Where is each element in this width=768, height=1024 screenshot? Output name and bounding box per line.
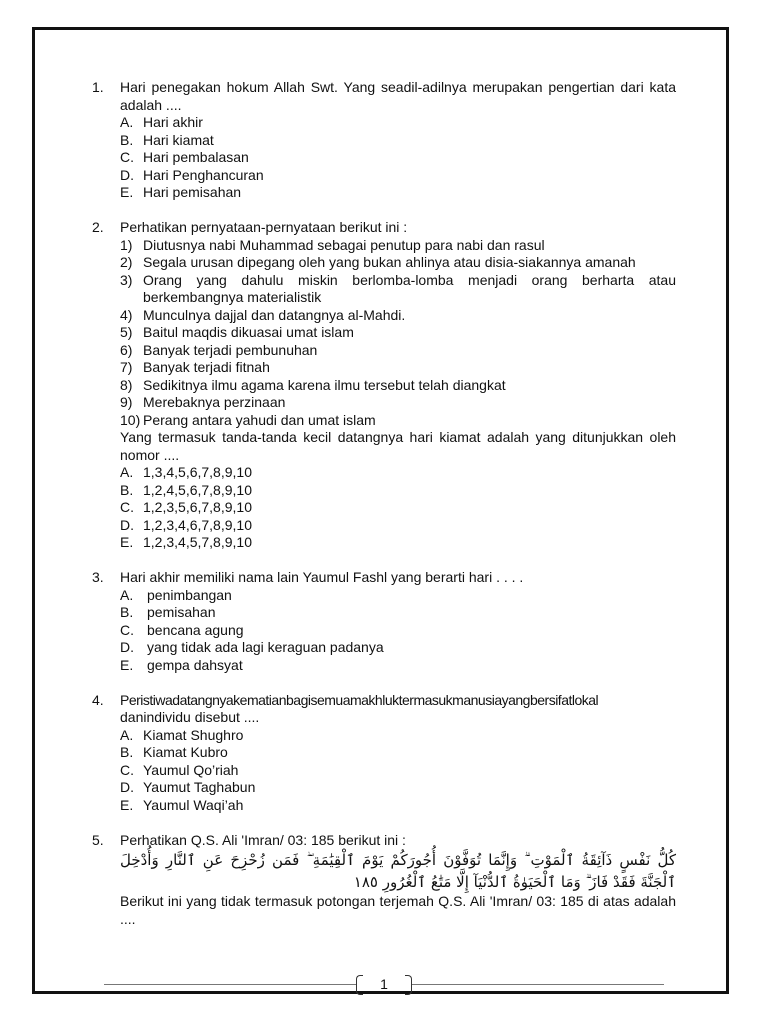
option-a[interactable] xyxy=(120,727,676,745)
question-text: Perhatikan pernyataan-pernyataan berikut ini : xyxy=(120,219,408,235)
option-c[interactable] xyxy=(120,622,676,640)
statement-text: Baitul maqdis dikuasai umat islam xyxy=(143,324,354,340)
option-label: A. xyxy=(120,586,134,603)
option-c[interactable] xyxy=(120,149,676,167)
option-text: Yaumut Taghabun xyxy=(143,779,256,795)
option-label: E. xyxy=(120,534,134,550)
statement-text: Banyak terjadi pembunuhan xyxy=(143,341,318,358)
option-label: C. xyxy=(120,149,134,165)
arabic-verse: كُلُّ نَفْسٍ ذَآئِقَةُ ٱلْمَوْتِ ۗ وَإِنَّمَا تُوَفَّوْنَ أُجُورَكُمْ يَوْمَ ٱلْقِيَٰمَةِ ۖ فَمَن زُحْزِحَ عَنِ ٱلنَّارِ وَأُدْخِلَ ٱلْجَنَّةَ فَقَدْ فَازَ ۗ وَمَا ٱلْحَيَوٰةُ ٱلدُّنْيَآ إِلَّا مَتَٰعُ ٱلْغُرُورِ ١٨٥ xyxy=(120,851,676,891)
option-text: pemisahan xyxy=(147,604,216,620)
statement-text: Perang antara yahudi dan umat islam xyxy=(143,411,376,428)
option-d[interactable] xyxy=(120,639,676,657)
question-text: Hari penegakan hokum Allah Swt. Yang seadil-adilnya merupakan pengertian dari kata adalah .... xyxy=(120,79,676,113)
option-text: Yaumul Qo’riah xyxy=(143,761,239,778)
statement-4 xyxy=(120,307,676,325)
statement-6 xyxy=(120,342,676,360)
question-number: 3. xyxy=(92,569,104,585)
option-a[interactable] xyxy=(120,114,676,132)
option-e[interactable] xyxy=(120,657,676,675)
option-a[interactable] xyxy=(120,587,676,605)
option-label: D. xyxy=(120,639,134,655)
option-label: A. xyxy=(120,726,134,743)
question-followup: Yang termasuk tanda-tanda kecil datangnya hari kiamat adalah yang ditunjukkan oleh nomor .... xyxy=(120,429,676,463)
statement-text: Segala urusan dipegang oleh yang bukan ahlinya atau disia-siakannya amanah xyxy=(143,254,636,270)
statement-text: Sedikitnya ilmu agama karena ilmu tersebut telah diangkat xyxy=(143,376,506,393)
option-label: E. xyxy=(120,656,134,673)
question-number: 4. xyxy=(92,691,104,708)
statement-label: 4) xyxy=(120,306,133,323)
option-a[interactable] xyxy=(120,464,676,482)
question-4 xyxy=(92,692,676,815)
question-number: 2. xyxy=(92,219,104,235)
statement-9 xyxy=(120,394,676,412)
question-number: 5. xyxy=(92,831,104,848)
option-e[interactable] xyxy=(120,534,676,552)
option-label: D. xyxy=(120,516,134,533)
page-number-box xyxy=(356,972,412,996)
option-text: Hari pemisahan xyxy=(143,184,242,200)
option-label: E. xyxy=(120,796,134,813)
question-number: 1. xyxy=(92,79,104,95)
option-text: 1,2,4,5,6,7,8,9,10 xyxy=(143,481,252,498)
statement-2 xyxy=(120,254,676,272)
option-d[interactable] xyxy=(120,167,676,185)
bracket-right-icon xyxy=(405,975,412,995)
footer-rule-right xyxy=(412,984,664,985)
question-3 xyxy=(92,569,676,674)
page-number: 1 xyxy=(380,976,388,992)
question-text: Perhatikan Q.S. Ali 'Imran/ 03: 185 berikut ini : xyxy=(120,831,406,848)
option-text: bencana agung xyxy=(147,621,244,638)
option-c[interactable] xyxy=(120,762,676,780)
option-label: B. xyxy=(120,604,134,620)
statement-text: Orang yang dahulu miskin berlomba-lomba menjadi orang berharta atau berkembangnya materialistik xyxy=(143,271,676,305)
statement-label: 3) xyxy=(120,271,133,288)
option-text: Kiamat Kubro xyxy=(143,744,228,760)
option-text: Hari kiamat xyxy=(143,131,214,148)
option-label: B. xyxy=(120,131,134,148)
question-followup: Berikut ini yang tidak termasuk potongan terjemah Q.S. Ali 'Imran/ 03: 185 di atas adalah .... xyxy=(120,893,676,927)
option-b[interactable] xyxy=(120,132,676,150)
statement-label: 9) xyxy=(120,394,133,410)
option-text: yang tidak ada lagi keraguan padanya xyxy=(147,639,384,655)
option-b[interactable] xyxy=(120,482,676,500)
option-text: Hari pembalasan xyxy=(143,149,249,165)
footer-rule-left xyxy=(104,984,356,985)
statement-3 xyxy=(120,272,676,307)
option-label: D. xyxy=(120,166,134,183)
statement-5 xyxy=(120,324,676,342)
option-text: gempa dahsyat xyxy=(147,656,243,673)
option-d[interactable] xyxy=(120,517,676,535)
option-label: E. xyxy=(120,184,134,200)
statement-text: Merebaknya perzinaan xyxy=(143,394,286,410)
statement-8 xyxy=(120,377,676,395)
bracket-left-icon xyxy=(356,975,363,995)
statement-1 xyxy=(120,237,676,255)
question-5 xyxy=(92,832,676,929)
option-label: C. xyxy=(120,621,134,638)
question-text: Hari akhir memiliki nama lain Yaumul Fashl yang berarti hari . . . . xyxy=(120,569,524,585)
option-text: 1,3,4,5,6,7,8,9,10 xyxy=(143,464,252,480)
statement-label: 8) xyxy=(120,376,133,393)
option-e[interactable] xyxy=(120,797,676,815)
option-text: Kiamat Shughro xyxy=(143,726,244,743)
question-2 xyxy=(92,219,676,552)
option-label: C. xyxy=(120,761,134,778)
option-e[interactable] xyxy=(120,184,676,202)
option-text: Yaumul Waqi’ah xyxy=(143,796,244,813)
statement-label: 1) xyxy=(120,236,133,253)
option-text: 1,2,3,4,6,7,8,9,10 xyxy=(143,516,252,533)
option-text: Hari Penghancuran xyxy=(143,166,264,183)
option-label: B. xyxy=(120,744,134,760)
question-text-line-2: danindividu disebut .... xyxy=(120,709,260,725)
option-b[interactable] xyxy=(120,604,676,622)
option-label: A. xyxy=(120,114,134,130)
option-text: 1,2,3,5,6,7,8,9,10 xyxy=(143,499,252,515)
question-text-line-1: Peristiwadatangnyakematianbagisemuamakhluktermasukmanusiayangbersifatlokal xyxy=(120,691,599,708)
statement-text: Banyak terjadi fitnah xyxy=(143,359,270,375)
option-c[interactable] xyxy=(120,499,676,517)
option-label: B. xyxy=(120,481,134,498)
question-1 xyxy=(92,79,676,202)
statement-label: 10) xyxy=(120,411,141,428)
statement-text: Munculnya dajjal dan datangnya al-Mahdi. xyxy=(143,306,406,323)
statement-text: Diutusnya nabi Muhammad sebagai penutup para nabi dan rasul xyxy=(143,236,545,253)
statement-label: 6) xyxy=(120,341,133,358)
option-b[interactable] xyxy=(120,744,676,762)
statement-label: 2) xyxy=(120,254,133,270)
option-d[interactable] xyxy=(120,779,676,797)
option-text: Hari akhir xyxy=(143,114,203,130)
option-label: C. xyxy=(120,499,134,515)
statement-10 xyxy=(120,412,676,430)
statement-label: 7) xyxy=(120,359,133,375)
option-text: penimbangan xyxy=(147,586,232,603)
option-label: A. xyxy=(120,464,134,480)
question-list xyxy=(92,79,676,946)
statement-label: 5) xyxy=(120,324,133,340)
option-label: D. xyxy=(120,779,134,795)
option-text: 1,2,3,4,5,7,8,9,10 xyxy=(143,534,252,550)
statement-7 xyxy=(120,359,676,377)
